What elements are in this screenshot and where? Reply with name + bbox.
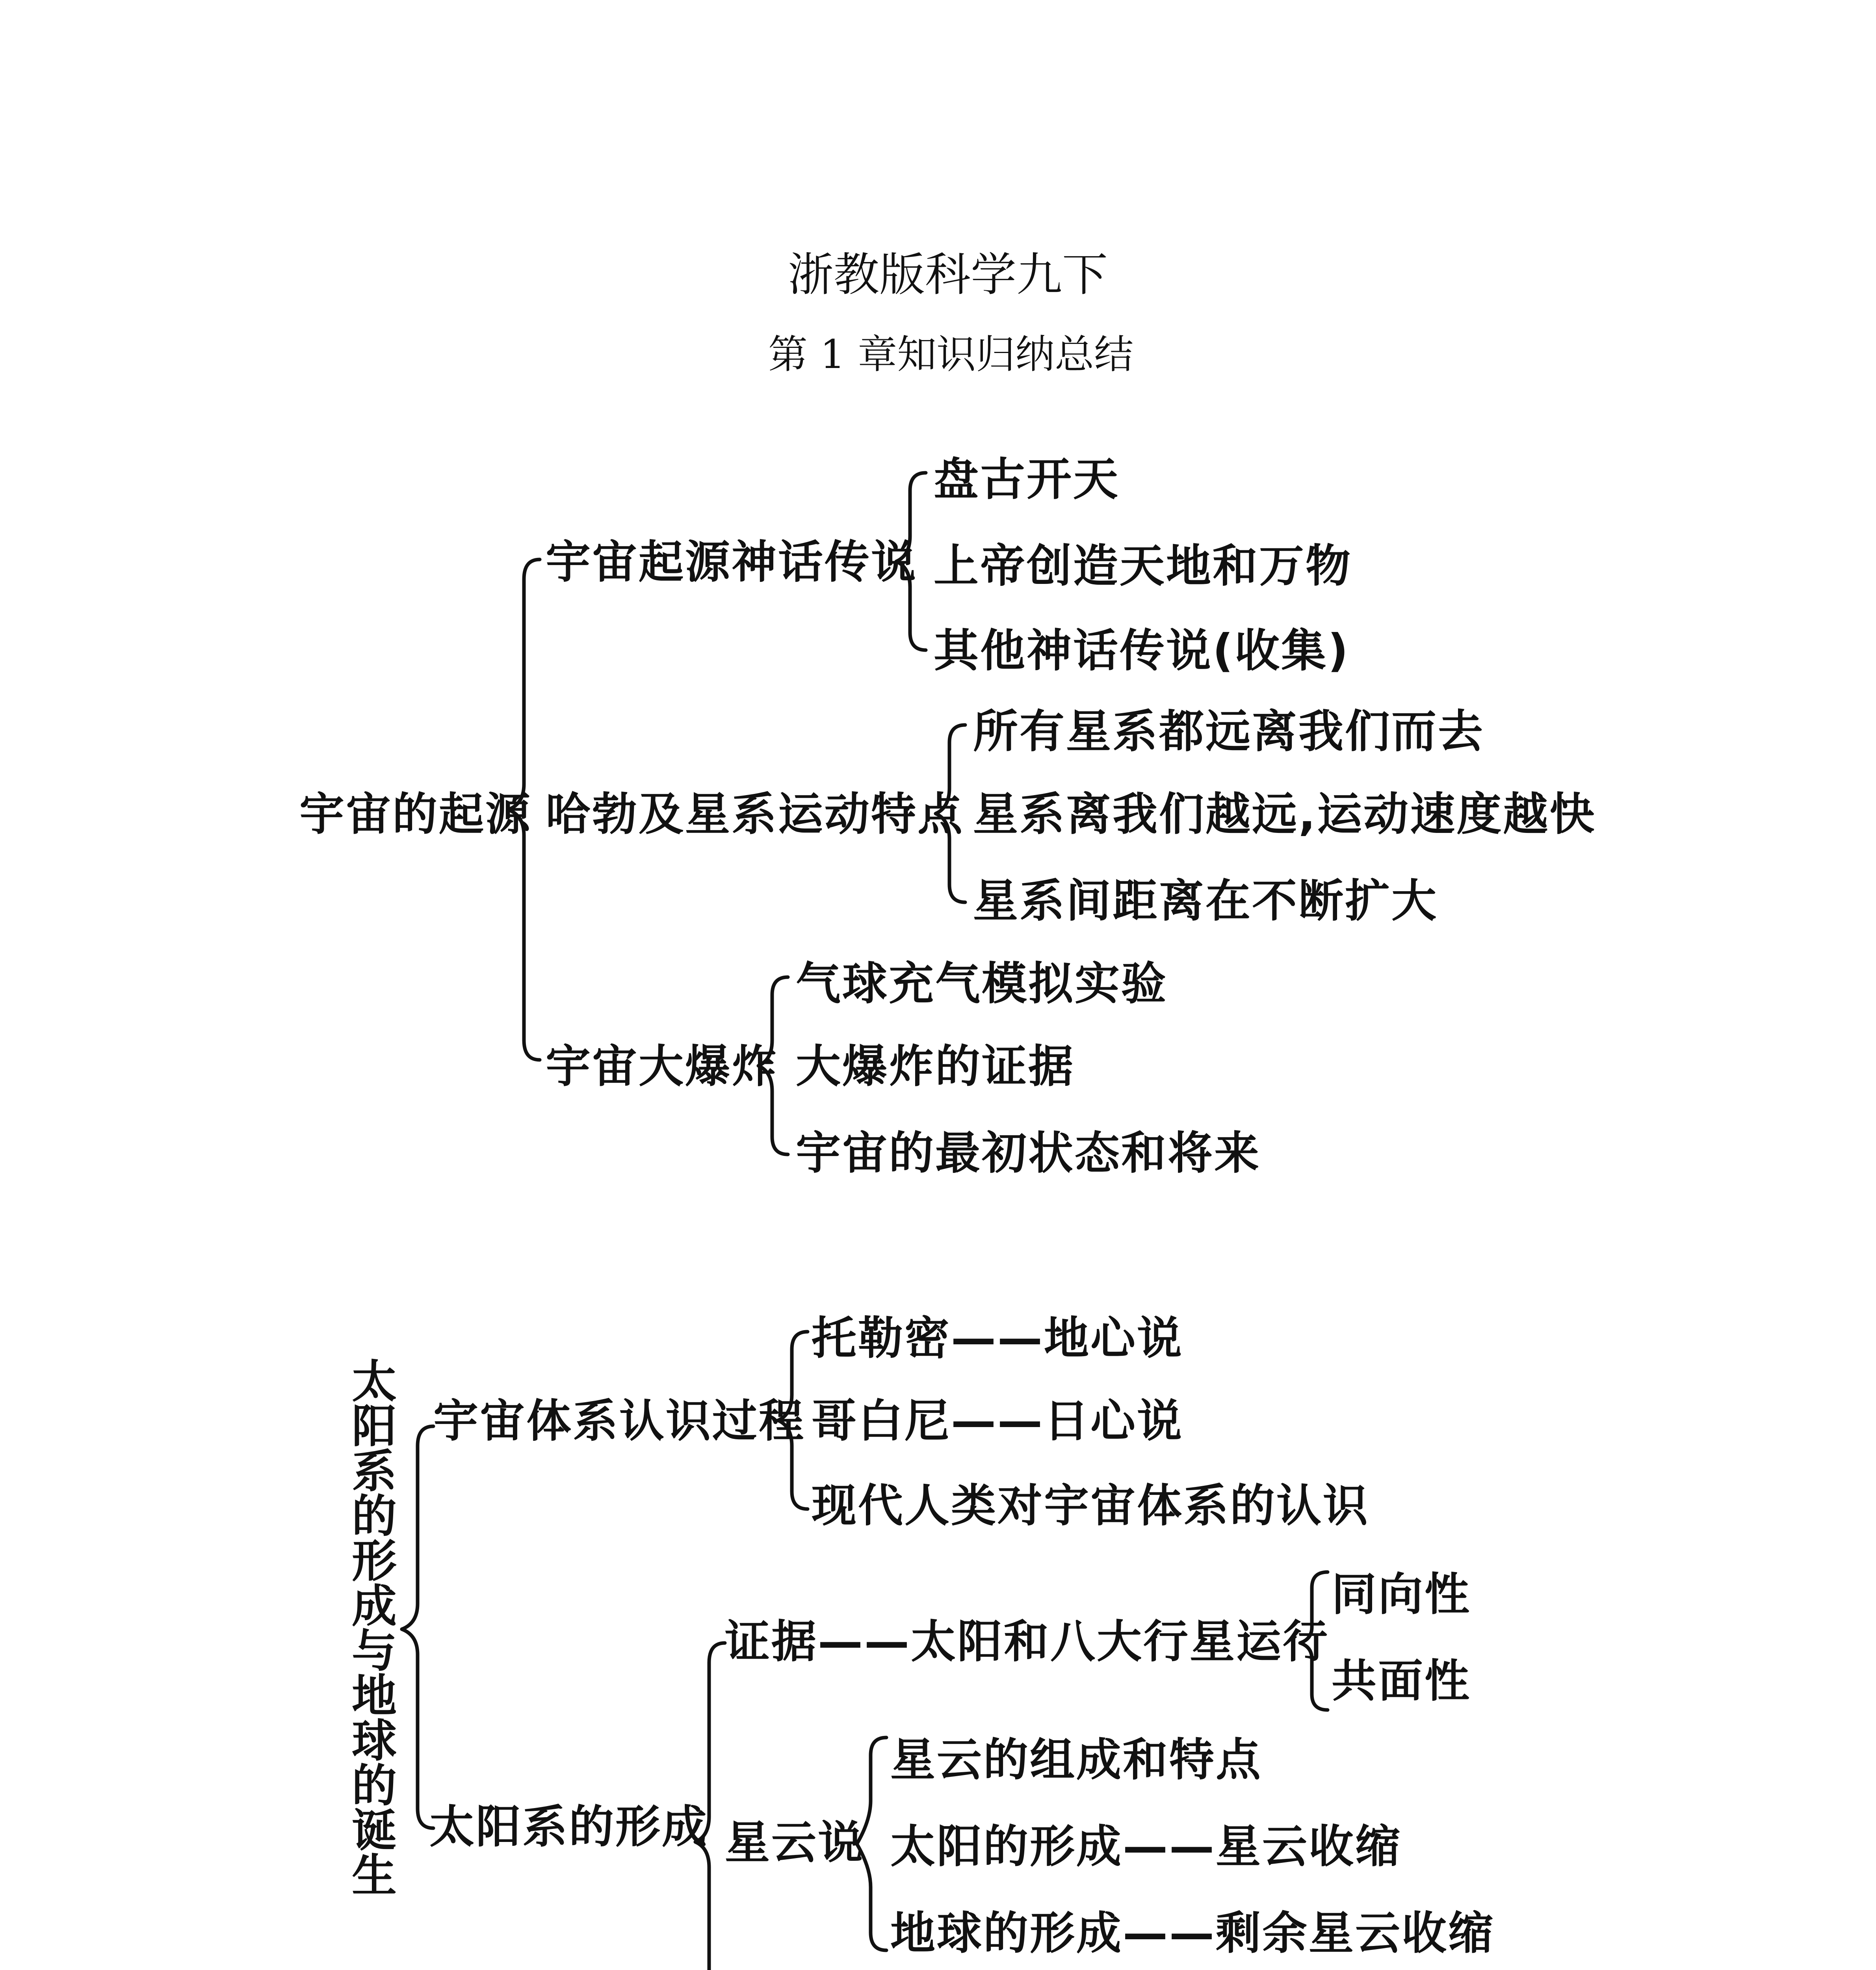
brace-s2-root: [402, 1426, 433, 1828]
s1-item: 所有星系都远离我们而去: [973, 705, 1485, 758]
s2-item: 地球的形成——剩余星云收缩: [890, 1907, 1495, 1959]
document-title: 浙教版科学九下: [788, 248, 1108, 301]
s2-item: 托勒密——地心说: [812, 1312, 1184, 1364]
s1-item: 大爆炸的证据: [796, 1040, 1075, 1093]
s1-item: 星系间距离在不断扩大: [973, 875, 1438, 927]
s1-branch-hubble: 哈勃及星系运动特点: [546, 788, 964, 840]
s1-item: 上帝创造天地和万物: [934, 540, 1352, 592]
s2-root-vertical: 太阳系的形成与地球的诞生: [351, 1355, 397, 1902]
s1-item: 宇宙的最初状态和将来: [796, 1127, 1261, 1179]
s2-item: 现代人类对宇宙体系的认识: [812, 1479, 1370, 1532]
chapter-subtitle: 第 1 章知识归纳总结: [768, 331, 1134, 377]
s1-root: 宇宙的起源: [299, 788, 532, 840]
s1-item: 其他神话传说(收集): [934, 624, 1350, 677]
s2-item: 哥白尼——日心说: [812, 1395, 1184, 1447]
s2-item: 同向性: [1332, 1568, 1471, 1621]
s2-branch-cosmology: 宇宙体系认识过程: [433, 1395, 806, 1447]
s1-branch-bigbang: 宇宙大爆炸: [546, 1040, 778, 1093]
s1-item: 星系离我们越远,运动速度越快: [973, 788, 1596, 840]
s1-branch-myths: 宇宙起源神话传说: [546, 536, 918, 588]
s2-item: 共面性: [1332, 1655, 1471, 1707]
s2-branch-formation: 太阳系的形成: [429, 1801, 709, 1853]
s1-item: 盘古开天: [934, 453, 1120, 506]
s2-nebula: 星云说: [725, 1816, 865, 1869]
s1-item: 气球充气模拟实验: [796, 957, 1168, 1010]
s2-item: 星云的组成和特点: [890, 1734, 1263, 1786]
s2-evidence: 证据——太阳和八大行星运行: [725, 1615, 1330, 1668]
s2-item: 太阳的形成——星云收缩: [890, 1820, 1402, 1873]
